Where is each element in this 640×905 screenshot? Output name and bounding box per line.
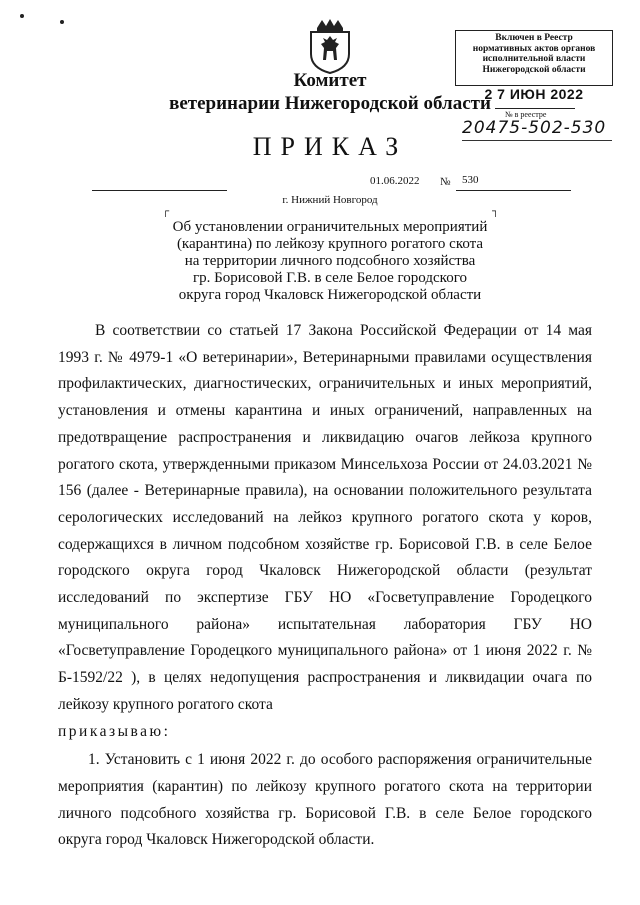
order-title: ПРИКАЗ xyxy=(252,132,408,161)
date-blank-line xyxy=(92,190,227,191)
stamp-registry-label: № в реестре xyxy=(505,110,547,119)
subject-line: гр. Борисовой Г.В. в селе Белое городского xyxy=(193,270,467,286)
stamp-divider xyxy=(495,108,575,109)
preamble-paragraph: В соответствии со статьей 17 Закона Российской Федерации от 14 мая 1993 г. № 4979-1 «О ветеринарии», Ветеринарными правилами осуществления профилактических, диагностических, ограничительных и иных мероприятий, установления и отмены карантина и иных ограничений, направленных на предотвращение распространения и ликвидацию очагов лейкоза крупного рогатого скота, утвержденными приказом Минсельхоза России от 24.03.2021 № 156 (далее - Ветеринарные правила), на основании положительного результата серологических исследований на лейкоз крупного рогатого скота у коров, содержащихся в личном подсобном хозяйстве гр. Борисовой Г.В. в селе Белое городского округа город Чкаловск Нижегородской области (результат исследований по экспертизе ГБУ НО «Госветуправление Городецкого муниципального района» испытательная лаборатория ГБУ НО «Госветуправление Городецкого муниципального района» от 1 июня 2022 г. № Б-1592/22 ), в целях недопущения распространения и ликвидации очага по лейкозу крупного рогатого скота xyxy=(58,322,592,713)
coat-of-arms-emblem xyxy=(305,18,355,74)
city: г. Нижний Новгород xyxy=(282,194,378,206)
title-corner-right: ┐ xyxy=(492,206,500,217)
stamp-line3: исполнительной власти xyxy=(482,54,586,64)
title-corner-left: ┌ xyxy=(162,206,170,217)
org-name-line2: ветеринарии Нижегородской области xyxy=(169,93,491,114)
stamp-registry-number: 20475-502-530 xyxy=(462,118,607,138)
stamp-line4: Нижегородской области xyxy=(482,64,586,75)
order-body xyxy=(58,318,592,854)
order-word: приказываю: xyxy=(58,722,171,740)
stamp-number-underline xyxy=(462,140,612,141)
subject-line: Об установлении ограничительных мероприятий xyxy=(172,219,488,235)
subject-line: (карантина) по лейкозу крупного рогатого скота xyxy=(176,236,484,252)
order-number: 530 xyxy=(462,174,479,186)
scan-speck xyxy=(20,14,24,18)
registry-stamp xyxy=(455,30,613,86)
subject-line: округа город Чкаловск Нижегородской области xyxy=(178,287,482,303)
number-underline xyxy=(456,190,571,191)
order-item-1: 1. Установить с 1 июня 2022 г. до особого распоряжения ограничительные мероприятия (карантин) по лейкозу крупного рогатого скота на территории личного подсобного хозяйства гр. Борисовой Г.В. в селе Белое городского округа город Чкаловск Нижегородской области. xyxy=(58,751,592,849)
order-subject xyxy=(140,219,520,304)
stamp-line1: Включен в Реестр xyxy=(495,33,573,43)
scan-speck xyxy=(60,20,64,24)
stamp-date: 2 7 ИЮН 2022 xyxy=(484,86,584,102)
org-name-line1: Комитет xyxy=(293,70,367,91)
stamp-line2: нормативных актов органов xyxy=(472,43,596,54)
order-date: 01.06.2022 xyxy=(370,175,420,187)
number-sign: № xyxy=(440,176,451,188)
subject-line: на территории личного подсобного хозяйства xyxy=(184,253,476,269)
